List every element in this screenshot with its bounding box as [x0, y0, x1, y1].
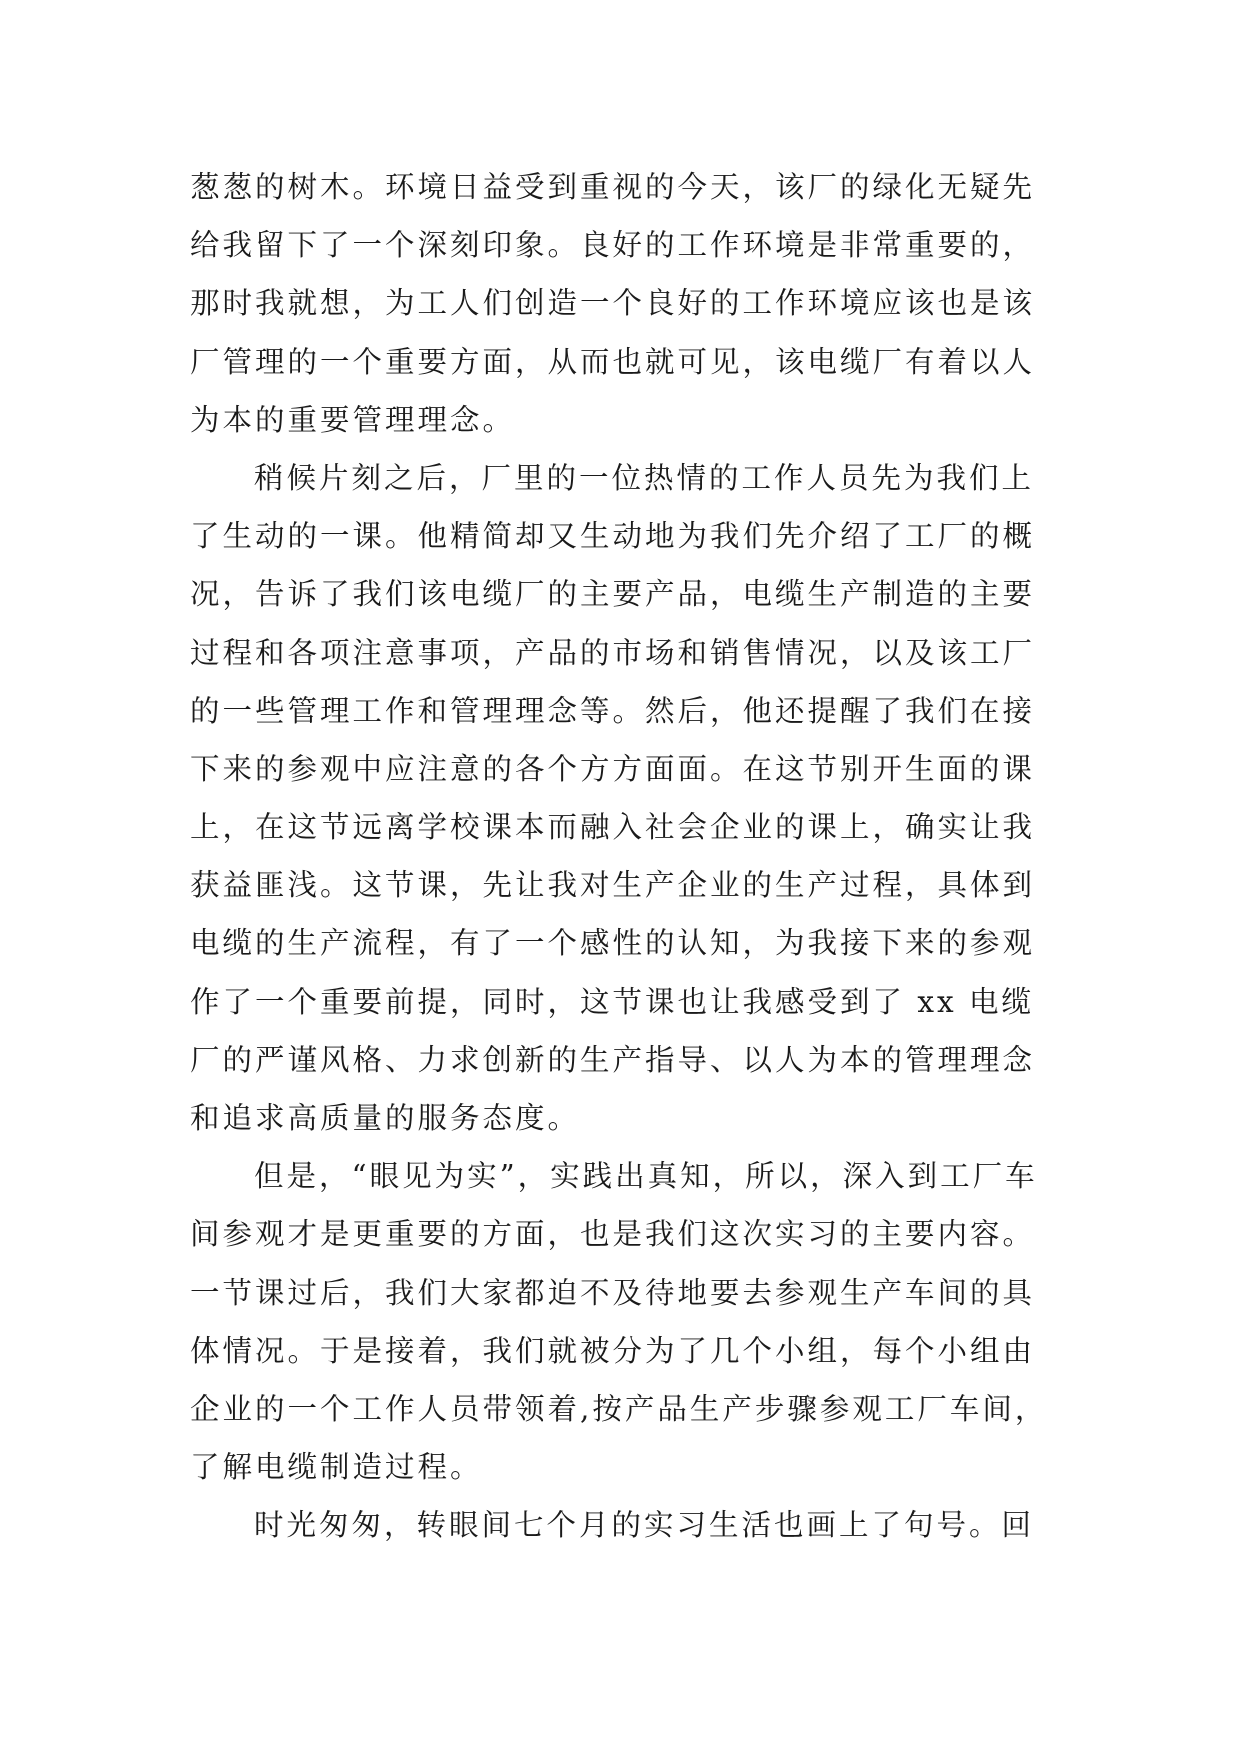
text-line: 为本的重要管理理念。 [190, 402, 516, 437]
text-line: 企业的一个工作人员带领着,按产品生产步骤参观工厂车间， [190, 1391, 1048, 1426]
text-line: 厂的严谨风格、力求创新的生产指导、以人为本的管理理念 [190, 1042, 1036, 1077]
text-line: 厂管理的一个重要方面，从而也就可见，该电缆厂有着以人 [190, 344, 1036, 379]
text-line: 况，告诉了我们该电缆厂的主要产品，电缆生产制造的主要 [190, 577, 1036, 612]
text-line: 体情况。于是接着，我们就被分为了几个小组，每个小组由 [190, 1333, 1036, 1368]
text-line: 了生动的一课。他精简却又生动地为我们先介绍了工厂的概 [190, 519, 1036, 554]
text-line: 的一些管理工作和管理理念等。然后，他还提醒了我们在接 [190, 693, 1036, 728]
paragraph-2 [190, 449, 1050, 1147]
text-line: 给我留下了一个深刻印象。良好的工作环境是非常重要的， [190, 228, 1036, 263]
text-line: 时光匆匆，转眼间七个月的实习生活也画上了句号。回 [254, 1508, 1035, 1543]
text-line: 稍候片刻之后，厂里的一位热情的工作人员先为我们上 [254, 460, 1035, 495]
text-line: 过程和各项注意事项，产品的市场和销售情况，以及该工厂 [190, 635, 1036, 670]
text-line: 电缆的生产流程，有了一个感性的认知，为我接下来的参观 [190, 926, 1036, 961]
text-line: 那时我就想，为工人们创造一个良好的工作环境应该也是该 [190, 286, 1036, 321]
text-line: 上，在这节远离学校课本而融入社会企业的课上，确实让我 [190, 810, 1036, 845]
document-body [190, 158, 1050, 1555]
paragraph-3 [190, 1147, 1050, 1496]
text-line: 葱葱的树木。环境日益受到重视的今天，该厂的绿化无疑先 [190, 170, 1036, 204]
text-line: 间参观才是更重要的方面，也是我们这次实习的主要内容。 [190, 1217, 1036, 1252]
text-line: 和追求高质量的服务态度。 [190, 1101, 581, 1135]
paragraph-4 [190, 1496, 1050, 1554]
text-line: 下来的参观中应注意的各个方方面面。在这节别开生面的课 [190, 751, 1036, 786]
text-line: 一节课过后，我们大家都迫不及待地要去参观生产车间的具 [190, 1275, 1036, 1310]
text-line: 但是，“眼见为实”，实践出真知，所以，深入到工厂车 [254, 1159, 1038, 1194]
text-line: 了解电缆制造过程。 [190, 1450, 483, 1485]
paragraph-1 [190, 158, 1050, 449]
text-line: 作了一个重要前提，同时，这节课也让我感受到了 xx 电缆 [190, 984, 1035, 1019]
text-line: 获益匪浅。这节课，先让我对生产企业的生产过程，具体到 [190, 868, 1036, 903]
